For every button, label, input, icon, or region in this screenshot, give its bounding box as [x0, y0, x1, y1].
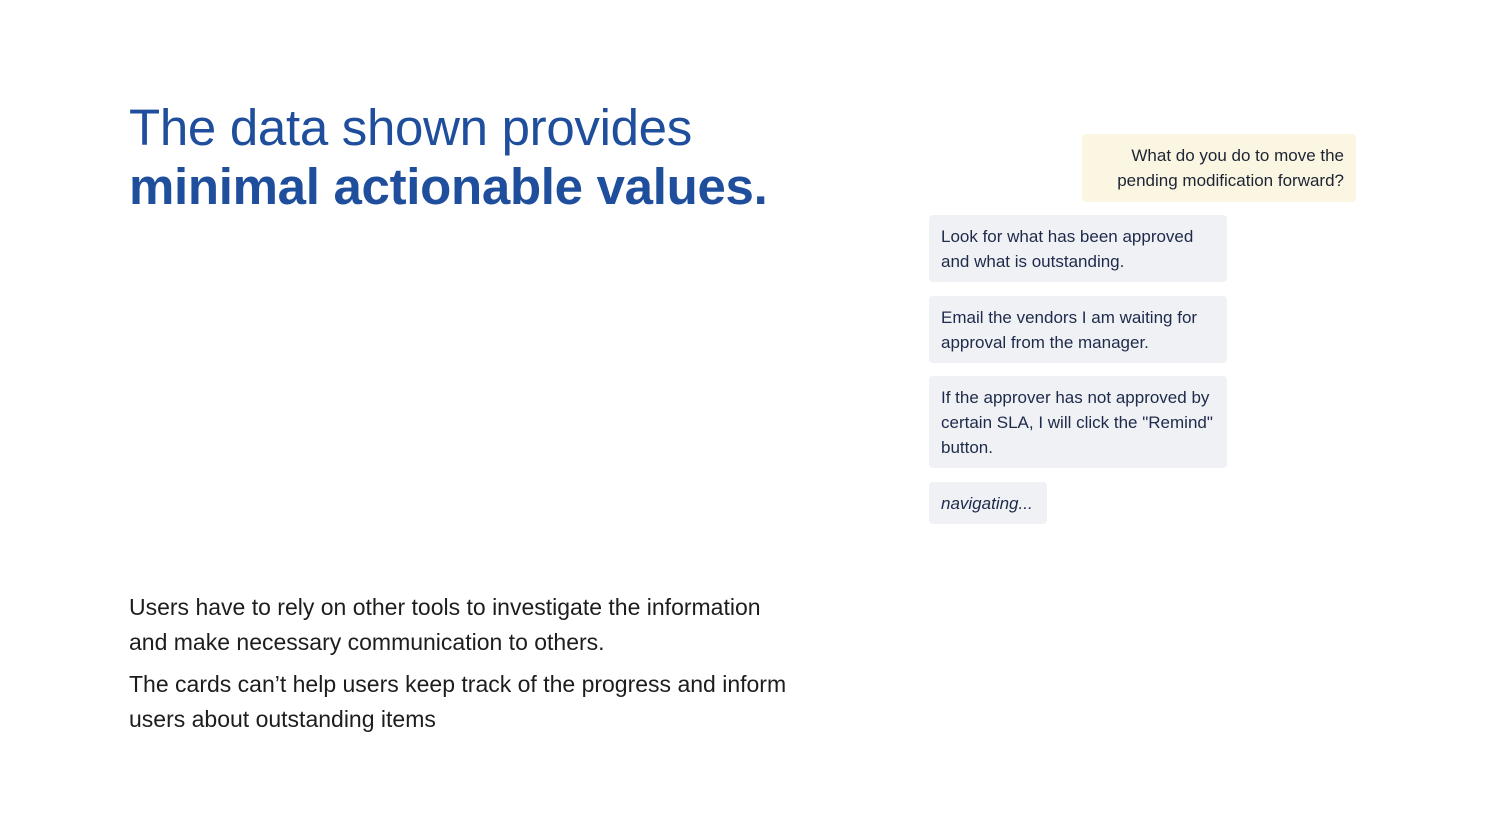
headline-line-2 [129, 157, 849, 216]
body-paragraph-1: Users have to rely on other tools to investigate the information and make necessary communication to others. [129, 594, 761, 655]
headline-line-1: The data shown provides [129, 99, 692, 156]
answer-bubble: Look for what has been approved and what is outstanding. [929, 215, 1227, 282]
page-headline [129, 98, 849, 216]
answer-bubble: If the approver has not approved by certain SLA, I will click the "Remind" button. [929, 376, 1227, 468]
typing-indicator-bubble: navigating... [929, 482, 1047, 524]
body-paragraph-2: The cards can’t help users keep track of the progress and inform users about outstanding items [129, 671, 787, 732]
answer-bubble: Email the vendors I am waiting for approval from the manager. [929, 296, 1227, 363]
question-bubble: What do you do to move the pending modification forward? [1082, 134, 1356, 202]
headline-emphasis: minimal actionable values [129, 158, 754, 215]
body-copy [129, 590, 789, 744]
headline-period: . [753, 158, 768, 215]
